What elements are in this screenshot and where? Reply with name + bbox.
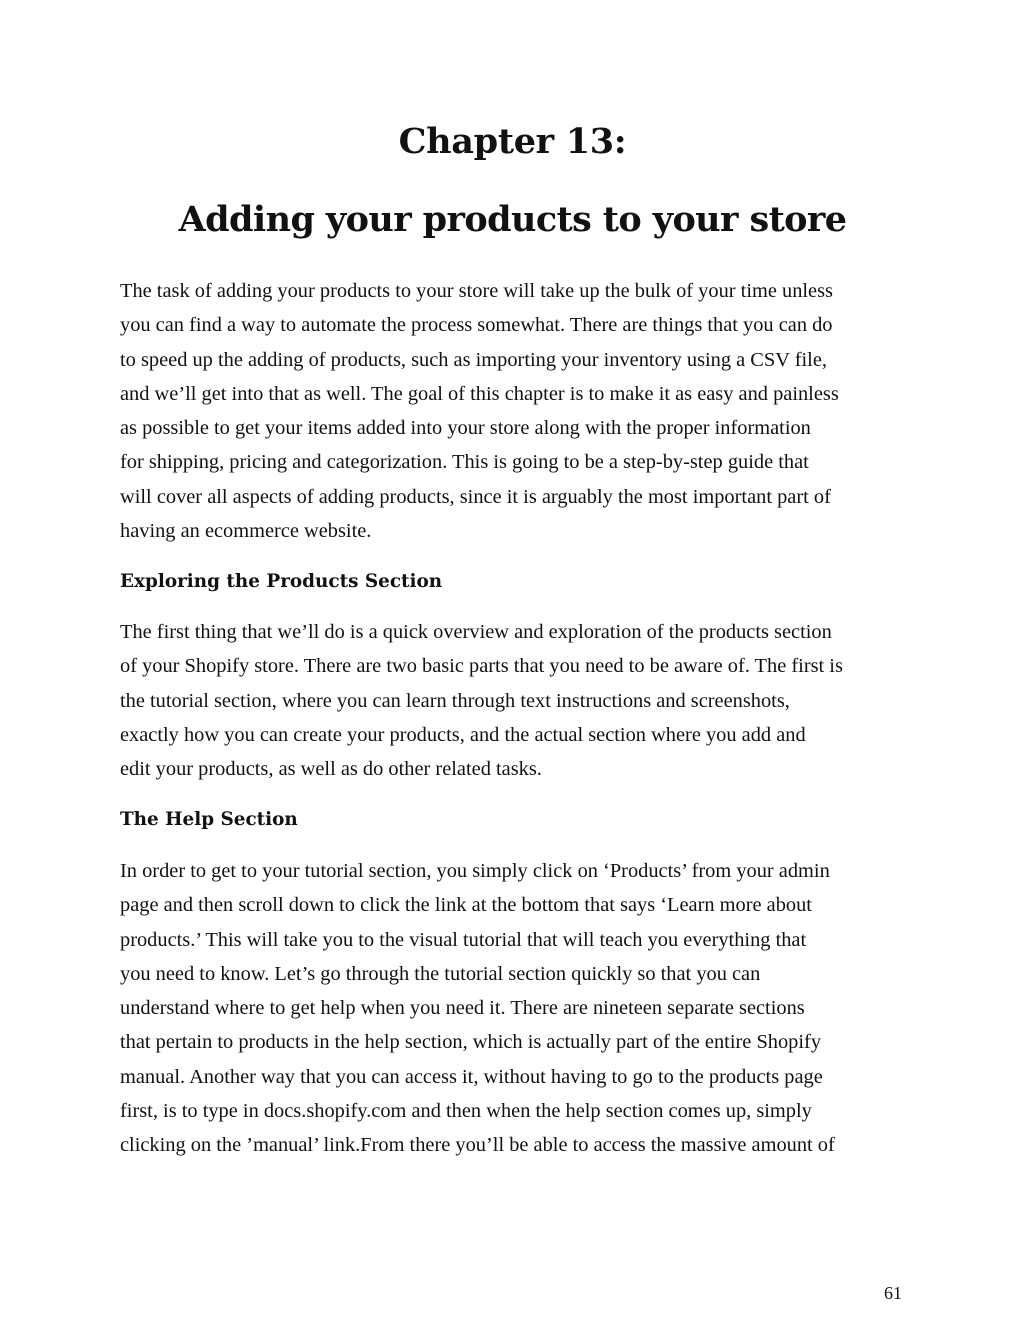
paragraph-line: you need to know. Let’s go through the tutorial section quickly so that you can xyxy=(120,962,761,985)
paragraph-line: for shipping, pricing and categorization. This is going to be a step-by-step guide that xyxy=(120,451,809,474)
paragraph-line: products.’ This will take you to the visual tutorial that will teach you everything that xyxy=(120,928,807,951)
paragraph-line: understand where to get help when you need it. There are nineteen separate sections xyxy=(120,997,805,1020)
page-number: 61 xyxy=(884,1283,902,1303)
paragraph-line: and we’ll get into that as well. The goal of this chapter is to make it as easy and painless xyxy=(120,382,839,405)
paragraph-line: page and then scroll down to click the link at the bottom that says ‘Learn more about xyxy=(120,894,812,917)
paragraph-line: edit your products, as well as do other related tasks. xyxy=(120,758,542,781)
paragraph-line: exactly how you can create your products, and the actual section where you add and xyxy=(120,723,806,746)
exploring-paragraph xyxy=(120,615,905,786)
paragraph-line: will cover all aspects of adding products, since it is arguably the most important part of xyxy=(120,485,831,508)
paragraph-line: manual. Another way that you can access it, without having to go to the products page xyxy=(120,1065,823,1088)
paragraph-line: that pertain to products in the help section, which is actually part of the entire Shopify xyxy=(120,1031,822,1054)
paragraph-line: the tutorial section, where you can learn through text instructions and screenshots, xyxy=(120,689,790,712)
paragraph-line: of your Shopify store. There are two basic parts that you need to be aware of. The first is xyxy=(120,655,843,678)
intro-paragraph xyxy=(120,274,905,548)
paragraph-line: you can find a way to automate the process somewhat. There are things that you can do xyxy=(120,314,833,337)
paragraph-line: to speed up the adding of products, such as importing your inventory using a CSV file, xyxy=(120,348,827,371)
section-heading-help: The Help Section xyxy=(120,809,298,830)
chapter-title: Adding your products to your store xyxy=(178,199,847,240)
paragraph-line: as possible to get your items added into your store along with the proper information xyxy=(120,417,811,440)
help-paragraph xyxy=(120,854,905,1163)
paragraph-line: first, is to type in docs.shopify.com and then when the help section comes up, simply xyxy=(120,1100,812,1123)
paragraph-line: In order to get to your tutorial section, you simply click on ‘Products’ from your admin xyxy=(120,860,830,882)
paragraph-line: The first thing that we’ll do is a quick overview and exploration of the products section xyxy=(120,621,832,643)
section-heading-exploring: Exploring the Products Section xyxy=(120,571,443,592)
paragraph-line: clicking on the ’manual’ link.From there you’ll be able to access the massive amount of xyxy=(120,1134,835,1157)
chapter-number: Chapter 13: xyxy=(398,121,627,162)
paragraph-line: having an ecommerce website. xyxy=(120,520,372,543)
paragraph-line: The task of adding your products to your store will take up the bulk of your time unless xyxy=(120,280,833,302)
